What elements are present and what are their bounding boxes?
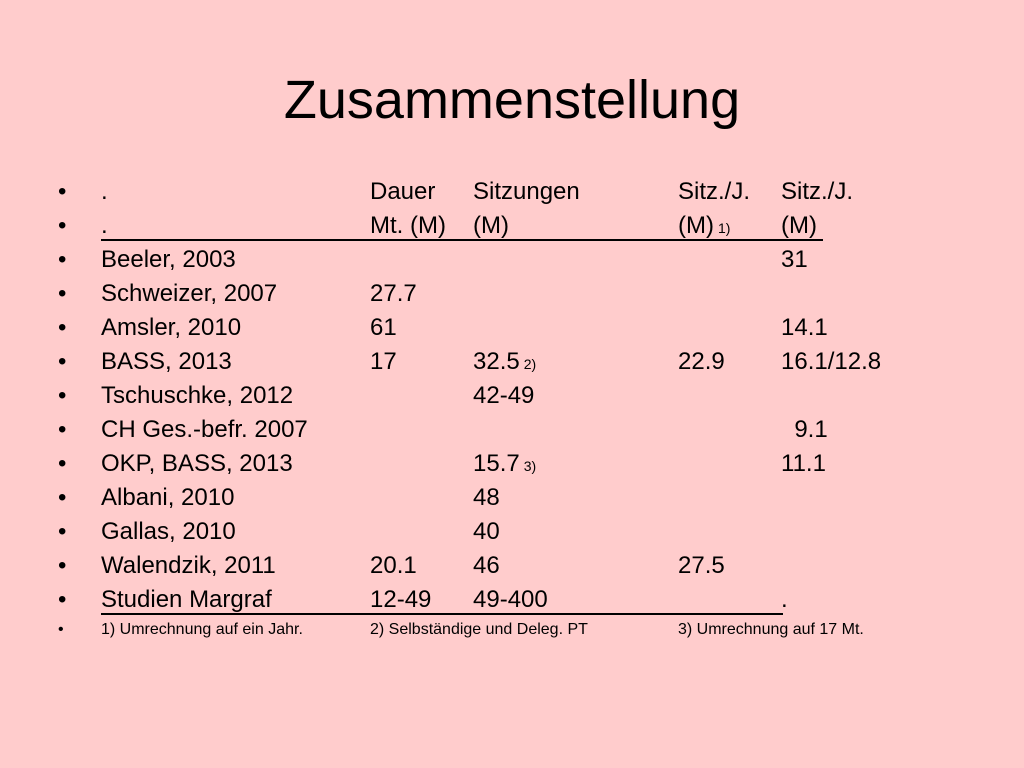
cell-source: Studien Margraf — [101, 586, 272, 613]
cell-sessions: 32.5 2) — [473, 348, 537, 375]
cell-source: Walendzik, 2011 — [101, 552, 276, 579]
header-cell-sessions-per-year: Sitz./J. — [678, 178, 751, 205]
cell-duration: 17 — [370, 348, 397, 375]
header-cell-duration: Dauer — [370, 178, 436, 205]
footnote-marker: 2) — [523, 356, 537, 372]
header-cell-sessions-per-year-unit-2: (M) — [781, 212, 817, 239]
cell-sessions-per-year-2: 9.1 — [781, 416, 828, 443]
footnote-1: 1) Umrechnung auf ein Jahr. — [101, 621, 303, 638]
footnote-3: 3) Umrechnung auf 17 Mt. — [678, 621, 864, 638]
cell-source: Schweizer, 2007 — [101, 280, 278, 307]
header-cell-sessions-per-year-unit: (M) 1) — [678, 212, 731, 239]
bullet-icon: • — [58, 280, 67, 307]
cell-sessions-per-year: 22.9 — [678, 348, 725, 375]
bullet-icon: • — [58, 348, 67, 375]
header-cell-sessions: Sitzungen — [473, 178, 580, 205]
bullet-icon: • — [58, 586, 67, 613]
bullet-icon: • — [58, 450, 67, 477]
cell-duration: 12-49 — [370, 586, 432, 613]
cell-sessions-per-year-2: . — [781, 586, 788, 613]
row-underline — [101, 613, 783, 615]
header-cell-sessions-unit: (M) — [473, 212, 509, 239]
cell-sessions: 49-400 — [473, 586, 548, 613]
cell-sessions-per-year-2: 11.1 — [781, 450, 826, 477]
cell-sessions-per-year-2: 16.1/12.8 — [781, 348, 882, 375]
cell-source: Tschuschke, 2012 — [101, 382, 294, 409]
header-cell-duration-unit: Mt. (M) — [370, 212, 446, 239]
cell-source: Albani, 2010 — [101, 484, 235, 511]
cell-duration: 20.1 — [370, 552, 417, 579]
cell-sessions: 48 — [473, 484, 500, 511]
bullet-icon: • — [58, 246, 67, 273]
bullet-icon: • — [58, 212, 67, 239]
footnote-2: 2) Selbständige und Deleg. PT — [370, 621, 588, 638]
footnote-marker: 3) — [523, 458, 537, 474]
bullet-icon: • — [58, 416, 67, 443]
cell-sessions: 42-49 — [473, 382, 535, 409]
header-cell-name: . — [101, 178, 108, 205]
cell-source: BASS, 2013 — [101, 348, 232, 375]
cell-sessions-per-year-2: 31 — [781, 246, 808, 273]
bullet-icon: • — [58, 621, 64, 638]
cell-source: Gallas, 2010 — [101, 518, 236, 545]
bullet-icon: • — [58, 314, 67, 341]
bullet-icon: • — [58, 382, 67, 409]
header-cell-name: . — [101, 212, 108, 239]
cell-source: Amsler, 2010 — [101, 314, 242, 341]
cell-duration: 61 — [370, 314, 397, 341]
cell-sessions: 40 — [473, 518, 500, 545]
cell-sessions: 15.7 3) — [473, 450, 537, 477]
cell-duration: 27.7 — [370, 280, 417, 307]
cell-sessions-per-year-2: 14.1 — [781, 314, 828, 341]
bullet-icon: • — [58, 552, 67, 579]
cell-source: OKP, BASS, 2013 — [101, 450, 293, 477]
cell-source: CH Ges.-befr. 2007 — [101, 416, 308, 443]
cell-source: Beeler, 2003 — [101, 246, 236, 273]
header-underline — [101, 239, 823, 241]
cell-sessions-per-year: 27.5 — [678, 552, 725, 579]
bullet-icon: • — [58, 484, 67, 511]
bullet-icon: • — [58, 518, 67, 545]
bullet-icon: • — [58, 178, 67, 205]
header-cell-sessions-per-year-2: Sitz./J. — [781, 178, 854, 205]
slide-title: Zusammenstellung — [283, 70, 741, 130]
cell-sessions: 46 — [473, 552, 500, 579]
footnote-marker: 1) — [717, 220, 731, 236]
